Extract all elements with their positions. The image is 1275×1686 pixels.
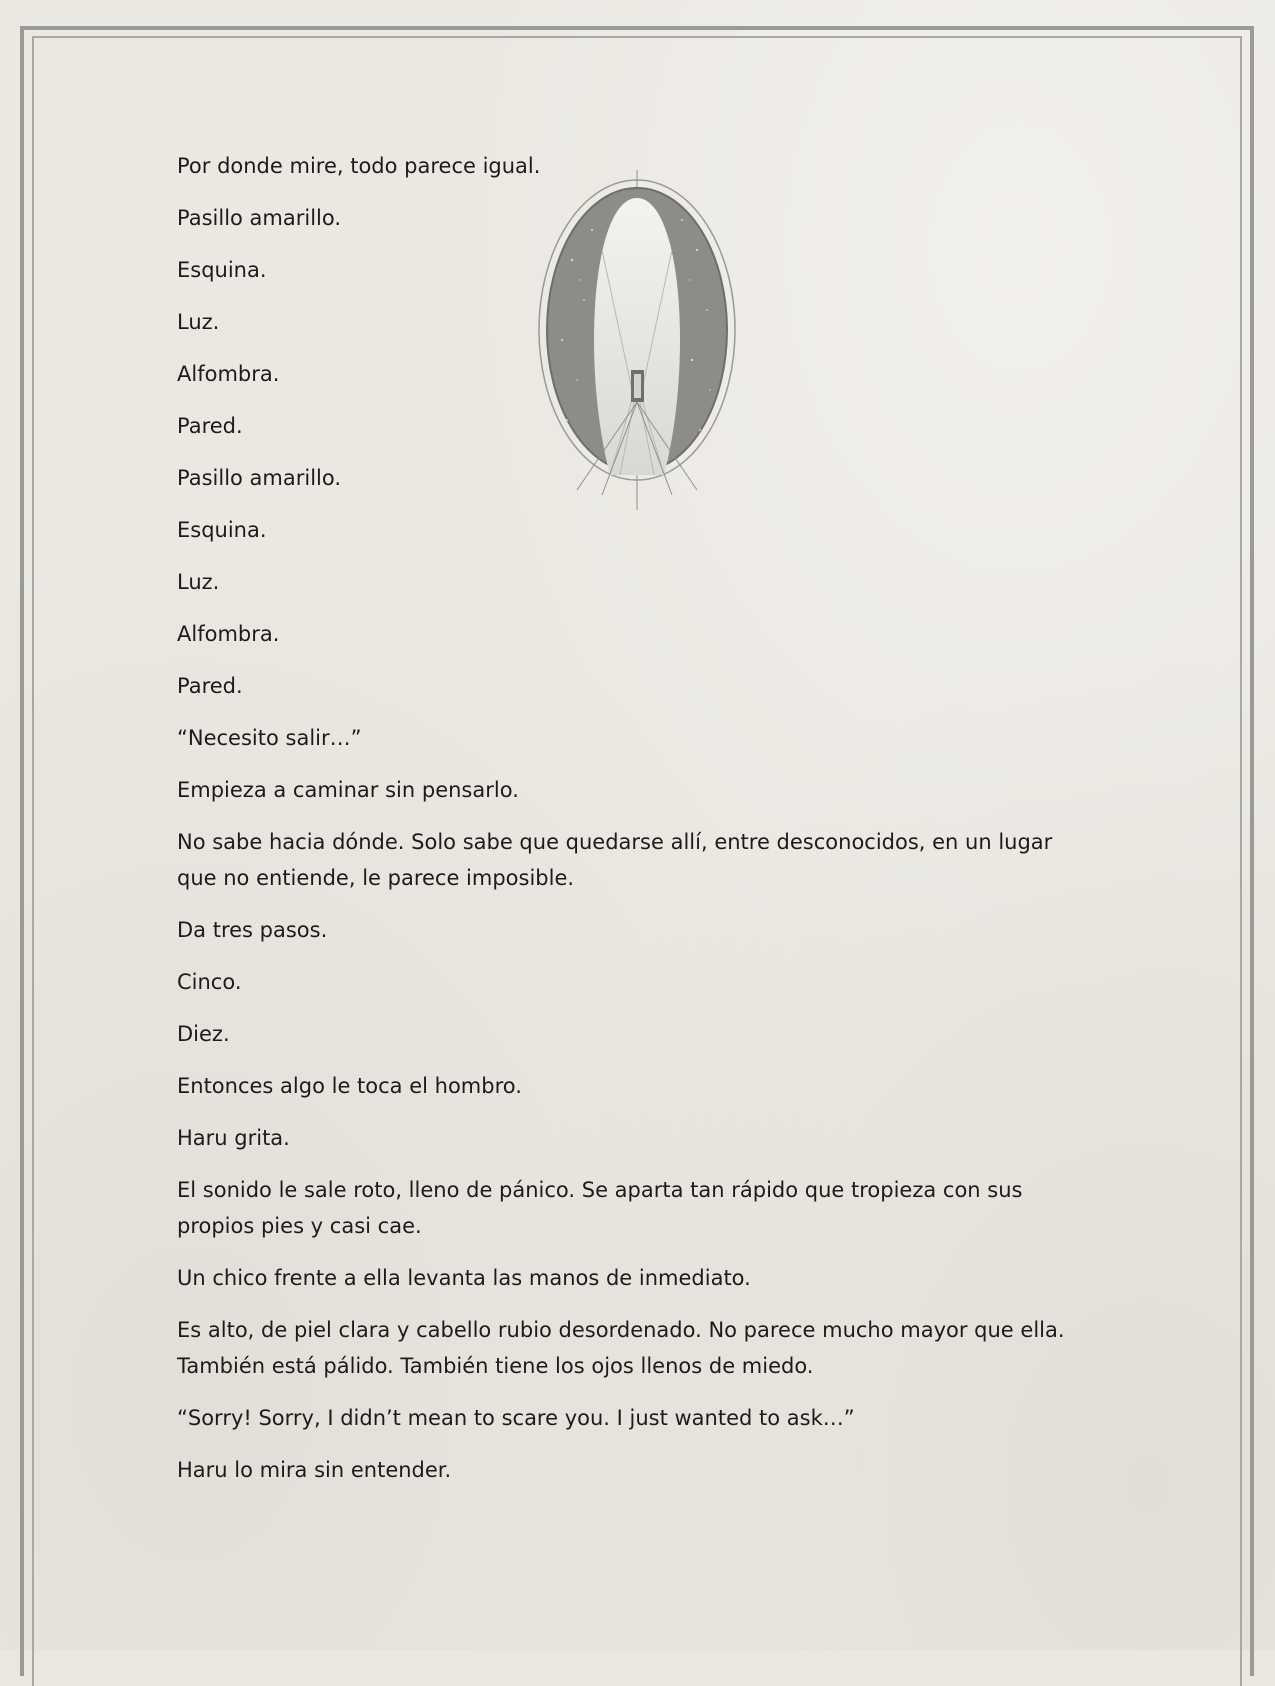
paragraph: Un chico frente a ella levanta las manos de inmediato. [177,1266,751,1290]
paragraph: Por donde mire, todo parece igual. [177,154,541,178]
paragraph: Esquina. [177,518,267,542]
paragraph: Pasillo amarillo. [177,206,342,230]
story-text [177,148,1097,1504]
paragraph: “Sorry! Sorry, I didn’t mean to scare you. I just wanted to ask…” [177,1406,855,1430]
paragraph: Haru grita. [177,1126,290,1150]
paragraph: Diez. [177,1022,230,1046]
paragraph: El sonido le sale roto, lleno de pánico. Se aparta tan rápido que tropieza con sus propios pies y casi cae. [177,1178,1023,1238]
paragraph: Alfombra. [177,362,280,386]
paragraph: Da tres pasos. [177,918,328,942]
paragraph: Es alto, de piel clara y cabello rubio desordenado. No parece mucho mayor que ella. También está pálido. También tiene los ojos llenos de miedo. [177,1318,1065,1378]
paragraph: Pasillo amarillo. [177,466,342,490]
paragraph: Alfombra. [177,622,280,646]
paragraph: Empieza a caminar sin pensarlo. [177,778,519,802]
paragraph: No sabe hacia dónde. Solo sabe que quedarse allí, entre desconocidos, en un lugar que no entiende, le parece imposible. [177,830,1053,890]
paragraph: Entonces algo le toca el hombro. [177,1074,522,1098]
paragraph: Esquina. [177,258,267,282]
paragraph: “Necesito salir…” [177,726,362,750]
paragraph: Cinco. [177,970,242,994]
paragraph: Luz. [177,310,220,334]
paragraph: Pared. [177,414,243,438]
paragraph: Haru lo mira sin entender. [177,1458,452,1482]
paragraph: Luz. [177,570,220,594]
paragraph: Pared. [177,674,243,698]
